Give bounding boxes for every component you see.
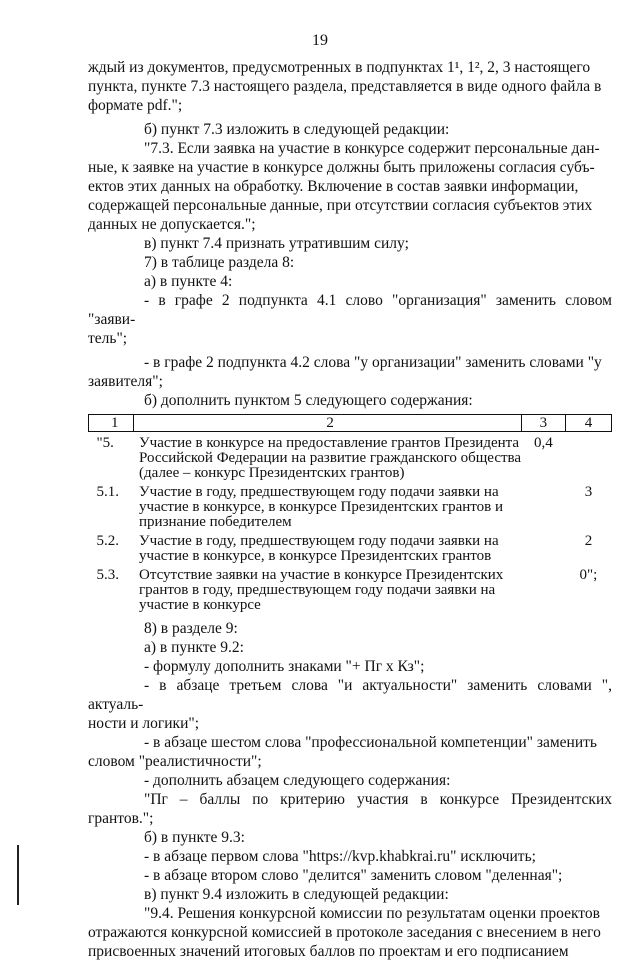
text-line: пункта, пункте 7.3 настоящего раздела, представляется в виде одного файла в — [88, 78, 602, 95]
page-number: 19 — [312, 32, 328, 49]
row-col4: 3 — [584, 484, 593, 500]
amendment-table — [88, 414, 612, 613]
row-number: 5.3. — [96, 567, 119, 583]
text-line: "9.4. Решения конкурсной комиссии по результатам оценки проектов — [144, 905, 600, 922]
text-line: - формулу дополнить знаками "+ Пг х Кз"; — [144, 658, 425, 675]
text-line: - в графе 2 подпункта 4.1 слово "организация" заменить словом "заяви- — [88, 292, 612, 328]
text-line: в) пункт 9.4 изложить в следующей редакции: — [144, 886, 449, 903]
row-text: Участие в году, предшествующем году подачи заявки на участие в конкурсе, в конкурсе Президентских грантов и признание победителем — [139, 484, 504, 530]
text-line: отражаются конкурсной комиссией в протоколе заседания с внесением в него — [88, 924, 601, 941]
row-number: 5.2. — [96, 533, 119, 549]
text-line: в) пункт 7.4 признать утратившим силу; — [144, 235, 409, 252]
table-row — [89, 530, 612, 564]
table-header-cell: 2 — [133, 415, 521, 432]
text-line: б) в пункте 9.3: — [144, 829, 245, 846]
text-line: тель"; — [88, 330, 128, 347]
row-col3 — [521, 564, 565, 613]
table-header-cell: 1 — [89, 415, 134, 432]
row-col4: 2 — [584, 533, 593, 549]
table-row — [89, 432, 612, 482]
text-line: - в абзаце шестом слова "профессиональной компетенции" заменить — [144, 734, 597, 751]
text-line: а) в пункте 9.2: — [144, 639, 244, 656]
scan-edge-mark — [17, 845, 19, 905]
table-header-cell: 3 — [521, 415, 565, 432]
text-line: б) дополнить пунктом 5 следующего содержания: — [144, 392, 473, 409]
text-line: присвоенных значений итоговых баллов по проектам и его подписанием — [88, 943, 569, 960]
text-line: - в абзаце первом слова "https://kvp.khabkrai.ru" исключить; — [144, 848, 536, 865]
row-text: Участие в году, предшествующем году подачи заявки на участие в конкурсе, в конкурсе Президентских грантов — [139, 533, 499, 564]
row-text: Участие в конкурсе на предоставление грантов Президента Российской Федерации на развитие гражданского общества (далее – конкурс Президентских грантов) — [139, 435, 522, 481]
text-line: данных не допускается."; — [88, 216, 256, 233]
table-header-cell: 4 — [565, 415, 611, 432]
document-body — [88, 58, 612, 961]
row-number: "5. — [96, 435, 114, 451]
text-line: формате pdf."; — [88, 97, 183, 114]
text-line: заявителя"; — [88, 373, 163, 390]
text-line: - в абзаце третьем слова "и актуальности" заменить словами ", актуаль- — [88, 677, 612, 713]
row-col4: 0"; — [579, 567, 598, 583]
row-text: Отсутствие заявки на участие в конкурсе Президентских грантов в году, предшествующем году подачи заявки на участие в конкурсе — [139, 567, 504, 613]
text-line: ные, к заявке на участие в конкурсе должны быть приложены согласия субъ- — [88, 159, 595, 176]
text-line: "Пг – баллы по критерию участия в конкурсе Президентских грантов."; — [88, 791, 612, 827]
text-line: словом "реалистичности"; — [88, 753, 262, 770]
text-line: а) в пункте 4: — [144, 273, 233, 290]
text-line: содержащей персональные данные, при отсутствии согласия субъектов этих — [88, 197, 593, 214]
text-line: - дополнить абзацем следующего содержания: — [144, 772, 451, 789]
text-line: 8) в разделе 9: — [144, 620, 238, 637]
text-line: ждый из документов, предусмотренных в подпунктах 1¹, 1², 2, 3 настоящего — [88, 59, 591, 76]
table-row — [89, 564, 612, 613]
row-number: 5.1. — [96, 484, 119, 500]
table-row — [89, 481, 612, 530]
row-col3 — [521, 481, 565, 530]
text-line: "7.3. Если заявка на участие в конкурсе содержит персональные дан- — [144, 140, 600, 157]
text-line: б) пункт 7.3 изложить в следующей редакции: — [144, 121, 450, 138]
text-line: ектов этих данных на обработку. Включение в состав заявки информации, — [88, 178, 579, 195]
row-col4 — [565, 432, 611, 482]
row-col3: 0,4 — [533, 435, 553, 451]
text-line: 7) в таблице раздела 8: — [144, 254, 295, 271]
text-line: - в графе 2 подпункта 4.2 слова "у организации" заменить словами "у — [144, 354, 602, 371]
text-line: - в абзаце втором слово "делится" заменить словом "деленная"; — [144, 867, 563, 884]
table-header-row — [89, 415, 612, 432]
row-col3 — [521, 530, 565, 564]
text-line: ности и логики"; — [88, 715, 200, 732]
